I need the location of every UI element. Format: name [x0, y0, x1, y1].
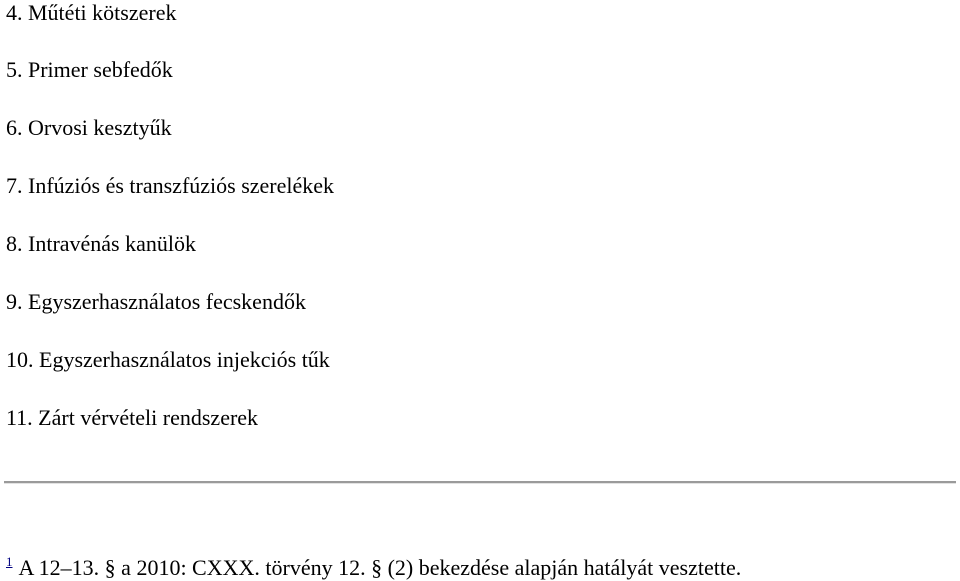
list-item: 4. Műtéti kötszerek	[6, 0, 177, 25]
footnote-divider	[4, 481, 956, 484]
footnote-marker-link[interactable]: 1	[6, 554, 13, 569]
list-item: 9. Egyszerhasználatos fecskendők	[6, 289, 306, 314]
list-item: 8. Intravénás kanülök	[6, 231, 196, 256]
list-item: 5. Primer sebfedők	[6, 57, 173, 82]
footnote-text: A 12–13. § a 2010: CXXX. törvény 12. § (2) bekezdése alapján hatályát vesztette.	[18, 555, 742, 580]
list-item: 6. Orvosi kesztyűk	[6, 115, 172, 140]
list-item: 11. Zárt vérvételi rendszerek	[6, 405, 259, 430]
footnote	[6, 549, 741, 581]
list-item: 7. Infúziós és transzfúziós szerelékek	[6, 173, 335, 198]
list-item: 10. Egyszerhasználatos injekciós tűk	[6, 347, 330, 372]
